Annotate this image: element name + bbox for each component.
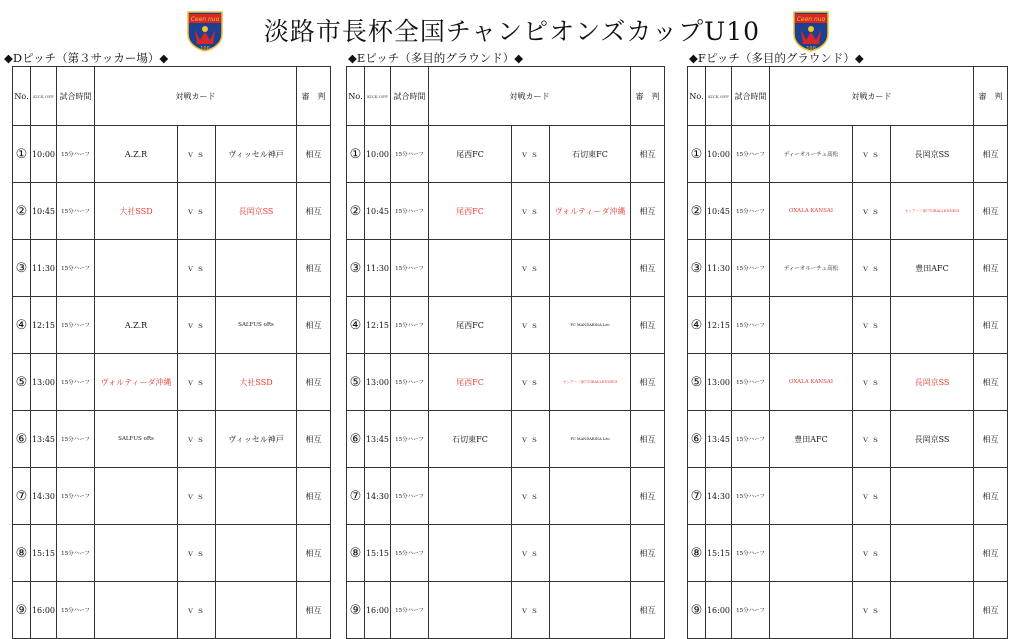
away-team: FC MANDARINA Leo (550, 297, 631, 354)
table-row (688, 525, 1008, 582)
home-team: OXALA KANSAI (770, 354, 853, 411)
kickoff-time: 10:45 (365, 183, 391, 240)
home-team (429, 468, 512, 525)
match-format: 15分ハーフ (57, 525, 95, 582)
match-number: ⑨ (13, 582, 31, 639)
table-row (688, 297, 1008, 354)
col-header-kickoff: KICK OFF (365, 67, 391, 126)
match-format: 15分ハーフ (57, 240, 95, 297)
vs-label: ｖｓ (178, 240, 216, 297)
away-team: ヴィッセル神戸 (216, 126, 297, 183)
table-row (347, 582, 665, 639)
away-team: SALFUS oRs (216, 297, 297, 354)
col-header-no: No. (13, 67, 31, 126)
match-format: 15分ハーフ (391, 126, 429, 183)
svg-text:100: 100 (200, 46, 210, 52)
away-team (891, 297, 974, 354)
match-number: ⑦ (347, 468, 365, 525)
match-format: 15分ハーフ (391, 297, 429, 354)
match-format: 15分ハーフ (391, 582, 429, 639)
table-row (347, 468, 665, 525)
away-team: ヴィッセル神戸 (216, 411, 297, 468)
table-row (347, 525, 665, 582)
table-row (347, 297, 665, 354)
referee: 相互 (974, 183, 1008, 240)
match-format: 15分ハーフ (732, 525, 770, 582)
vs-label: ｖｓ (853, 582, 891, 639)
col-header-card: 対戦カード (95, 67, 297, 126)
match-number: ② (347, 183, 365, 240)
referee: 相互 (631, 468, 665, 525)
table-row (13, 240, 331, 297)
away-team: 長岡京SS (891, 126, 974, 183)
match-number: ① (688, 126, 706, 183)
match-number: ⑤ (688, 354, 706, 411)
home-team: ヴォルティーダ沖縄 (95, 354, 178, 411)
home-team (770, 297, 853, 354)
kickoff-time: 12:15 (706, 297, 732, 354)
svg-text:Ceen nuo: Ceen nuo (796, 16, 826, 23)
match-number: ⑤ (13, 354, 31, 411)
col-header-referee: 審 判 (631, 67, 665, 126)
table-row (347, 240, 665, 297)
match-format: 15分ハーフ (391, 468, 429, 525)
away-team (216, 525, 297, 582)
match-number: ⑥ (13, 411, 31, 468)
kickoff-time: 13:00 (706, 354, 732, 411)
match-format: 15分ハーフ (732, 126, 770, 183)
referee: 相互 (297, 126, 331, 183)
referee: 相互 (974, 582, 1008, 639)
vs-label: ｖｓ (853, 354, 891, 411)
match-format: 15分ハーフ (57, 126, 95, 183)
vs-label: ｖｓ (512, 468, 550, 525)
match-number: ⑤ (347, 354, 365, 411)
home-team: SALFUS oRs (95, 411, 178, 468)
match-number: ④ (13, 297, 31, 354)
away-team (550, 582, 631, 639)
match-format: 15分ハーフ (57, 582, 95, 639)
away-team: FC MANDARINA Leo (550, 411, 631, 468)
referee: 相互 (974, 126, 1008, 183)
match-format: 15分ハーフ (391, 354, 429, 411)
kickoff-time: 14:30 (31, 468, 57, 525)
home-team: 大社SSD (95, 183, 178, 240)
referee: 相互 (974, 240, 1008, 297)
match-number: ② (13, 183, 31, 240)
table-row (688, 183, 1008, 240)
match-number: ③ (347, 240, 365, 297)
match-format: 15分ハーフ (732, 582, 770, 639)
away-team (550, 240, 631, 297)
match-number: ⑦ (13, 468, 31, 525)
home-team: OXALA KANSAI (770, 183, 853, 240)
away-team: ヴォルティーダ沖縄 (550, 183, 631, 240)
kickoff-time: 10:45 (706, 183, 732, 240)
kickoff-time: 14:30 (365, 468, 391, 525)
referee: 相互 (974, 354, 1008, 411)
col-header-kickoff: KICK OFF (31, 67, 57, 126)
vs-label: ｖｓ (853, 468, 891, 525)
match-format: 15分ハーフ (391, 525, 429, 582)
home-team: ディーオルーチェ高松 (770, 126, 853, 183)
away-team (216, 240, 297, 297)
home-team (95, 525, 178, 582)
table-row (347, 183, 665, 240)
vs-label: ｖｓ (178, 411, 216, 468)
col-header-no: No. (347, 67, 365, 126)
home-team: A.Z.R (95, 297, 178, 354)
col-header-referee: 審 判 (297, 67, 331, 126)
match-number: ⑥ (347, 411, 365, 468)
away-team (550, 468, 631, 525)
match-format: 15分ハーフ (732, 354, 770, 411)
away-team: 長岡京SS (216, 183, 297, 240)
table-row (347, 126, 665, 183)
match-format: 15分ハーフ (391, 183, 429, 240)
match-format: 15分ハーフ (732, 411, 770, 468)
referee: 相互 (297, 525, 331, 582)
home-team: 豊田AFC (770, 411, 853, 468)
referee: 相互 (297, 297, 331, 354)
match-format: 15分ハーフ (391, 411, 429, 468)
referee: 相互 (297, 240, 331, 297)
away-team (891, 468, 974, 525)
away-team: 石切東FC (550, 126, 631, 183)
vs-label: ｖｓ (512, 297, 550, 354)
pitch-f-heading: ◆Fピッチ（多目的グラウンド）◆ (689, 51, 864, 65)
pitch-d-schedule (12, 66, 331, 639)
vs-label: ｖｓ (512, 126, 550, 183)
kickoff-time: 15:15 (365, 525, 391, 582)
referee: 相互 (974, 297, 1008, 354)
home-team: 尾西FC (429, 183, 512, 240)
vs-label: ｖｓ (512, 582, 550, 639)
referee: 相互 (631, 411, 665, 468)
pitch-e-schedule (346, 66, 665, 639)
referee: 相互 (297, 411, 331, 468)
page-title: 淡路市長杯全国チャンピオンズカップU10 (263, 17, 761, 46)
match-format: 15分ハーフ (732, 183, 770, 240)
table-row (13, 126, 331, 183)
match-number: ⑧ (688, 525, 706, 582)
match-number: ① (13, 126, 31, 183)
kickoff-time: 10:45 (31, 183, 57, 240)
kickoff-time: 10:00 (706, 126, 732, 183)
table-row (688, 411, 1008, 468)
match-format: 15分ハーフ (57, 468, 95, 525)
table-row (13, 582, 331, 639)
referee: 相互 (631, 525, 665, 582)
vs-label: ｖｓ (853, 126, 891, 183)
away-team (550, 525, 631, 582)
referee: 相互 (631, 240, 665, 297)
away-team: センアーノ神戸VIRALLENNESI (550, 354, 631, 411)
away-team: センアーノ神戸VIRALLENNESI (891, 183, 974, 240)
match-number: ⑥ (688, 411, 706, 468)
home-team: A.Z.R (95, 126, 178, 183)
away-team (891, 582, 974, 639)
home-team: 石切東FC (429, 411, 512, 468)
vs-label: ｖｓ (853, 411, 891, 468)
kickoff-time: 11:30 (31, 240, 57, 297)
kickoff-time: 16:00 (31, 582, 57, 639)
vs-label: ｖｓ (512, 240, 550, 297)
home-team (770, 582, 853, 639)
match-format: 15分ハーフ (732, 240, 770, 297)
table-row (13, 354, 331, 411)
home-team: 尾西FC (429, 354, 512, 411)
col-header-no: No. (688, 67, 706, 126)
kickoff-time: 11:30 (706, 240, 732, 297)
away-team (891, 525, 974, 582)
away-team: 長岡京SS (891, 411, 974, 468)
home-team (770, 525, 853, 582)
kickoff-time: 12:15 (31, 297, 57, 354)
match-format: 15分ハーフ (57, 183, 95, 240)
away-team (216, 468, 297, 525)
home-team: ディーオルーチェ高松 (770, 240, 853, 297)
vs-label: ｖｓ (178, 525, 216, 582)
referee: 相互 (974, 468, 1008, 525)
table-row (13, 297, 331, 354)
away-team: 大社SSD (216, 354, 297, 411)
col-header-format: 試合時間 (391, 67, 429, 126)
away-team (216, 582, 297, 639)
pitch-f-schedule (687, 66, 1008, 639)
col-header-card: 対戦カード (770, 67, 974, 126)
kickoff-time: 10:00 (31, 126, 57, 183)
kickoff-time: 14:30 (706, 468, 732, 525)
pitch-e-heading: ◆Eピッチ（多目的グラウンド）◆ (348, 51, 524, 65)
table-row (13, 468, 331, 525)
referee: 相互 (631, 183, 665, 240)
match-number: ⑨ (688, 582, 706, 639)
match-format: 15分ハーフ (57, 354, 95, 411)
svg-text:Ceen nuo: Ceen nuo (190, 16, 220, 23)
col-header-kickoff: KICK OFF (706, 67, 732, 126)
home-team (770, 468, 853, 525)
home-team (95, 240, 178, 297)
vs-label: ｖｓ (853, 297, 891, 354)
table-row (347, 411, 665, 468)
kickoff-time: 16:00 (365, 582, 391, 639)
match-number: ④ (688, 297, 706, 354)
col-header-format: 試合時間 (57, 67, 95, 126)
col-header-card: 対戦カード (429, 67, 631, 126)
kickoff-time: 13:45 (365, 411, 391, 468)
match-number: ⑧ (347, 525, 365, 582)
kickoff-time: 11:30 (365, 240, 391, 297)
vs-label: ｖｓ (512, 525, 550, 582)
col-header-referee: 審 判 (974, 67, 1008, 126)
away-team: 豊田AFC (891, 240, 974, 297)
match-number: ⑦ (688, 468, 706, 525)
table-row (688, 468, 1008, 525)
match-number: ④ (347, 297, 365, 354)
match-format: 15分ハーフ (732, 468, 770, 525)
club-emblem-icon (792, 10, 830, 52)
table-row (688, 126, 1008, 183)
kickoff-time: 15:15 (31, 525, 57, 582)
vs-label: ｖｓ (178, 297, 216, 354)
home-team: 尾西FC (429, 297, 512, 354)
kickoff-time: 16:00 (706, 582, 732, 639)
svg-text:100: 100 (806, 46, 816, 52)
match-number: ③ (688, 240, 706, 297)
match-number: ③ (13, 240, 31, 297)
referee: 相互 (297, 468, 331, 525)
home-team (429, 582, 512, 639)
vs-label: ｖｓ (853, 525, 891, 582)
vs-label: ｖｓ (853, 240, 891, 297)
referee: 相互 (631, 582, 665, 639)
away-team: 長岡京SS (891, 354, 974, 411)
referee: 相互 (974, 411, 1008, 468)
col-header-format: 試合時間 (732, 67, 770, 126)
vs-label: ｖｓ (178, 183, 216, 240)
pitch-d-heading: ◆Dピッチ（第３サッカー場）◆ (4, 51, 169, 65)
table-row (13, 411, 331, 468)
match-format: 15分ハーフ (57, 411, 95, 468)
referee: 相互 (297, 582, 331, 639)
match-format: 15分ハーフ (391, 240, 429, 297)
table-row (688, 582, 1008, 639)
home-team (95, 582, 178, 639)
vs-label: ｖｓ (178, 582, 216, 639)
vs-label: ｖｓ (512, 183, 550, 240)
table-row (688, 354, 1008, 411)
referee: 相互 (631, 126, 665, 183)
vs-label: ｖｓ (178, 354, 216, 411)
home-team (95, 468, 178, 525)
vs-label: ｖｓ (178, 126, 216, 183)
kickoff-time: 12:15 (365, 297, 391, 354)
vs-label: ｖｓ (178, 468, 216, 525)
table-row (13, 525, 331, 582)
match-number: ⑨ (347, 582, 365, 639)
kickoff-time: 13:45 (31, 411, 57, 468)
referee: 相互 (297, 354, 331, 411)
match-number: ⑧ (13, 525, 31, 582)
kickoff-time: 10:00 (365, 126, 391, 183)
home-team (429, 240, 512, 297)
kickoff-time: 13:00 (365, 354, 391, 411)
home-team: 尾西FC (429, 126, 512, 183)
table-row (13, 183, 331, 240)
match-format: 15分ハーフ (732, 297, 770, 354)
vs-label: ｖｓ (853, 183, 891, 240)
referee: 相互 (631, 354, 665, 411)
home-team (429, 525, 512, 582)
vs-label: ｖｓ (512, 411, 550, 468)
referee: 相互 (974, 525, 1008, 582)
vs-label: ｖｓ (512, 354, 550, 411)
kickoff-time: 13:45 (706, 411, 732, 468)
match-format: 15分ハーフ (57, 297, 95, 354)
table-row (688, 240, 1008, 297)
table-row (347, 354, 665, 411)
match-number: ② (688, 183, 706, 240)
kickoff-time: 13:00 (31, 354, 57, 411)
match-number: ① (347, 126, 365, 183)
referee: 相互 (297, 183, 331, 240)
referee: 相互 (631, 297, 665, 354)
kickoff-time: 15:15 (706, 525, 732, 582)
